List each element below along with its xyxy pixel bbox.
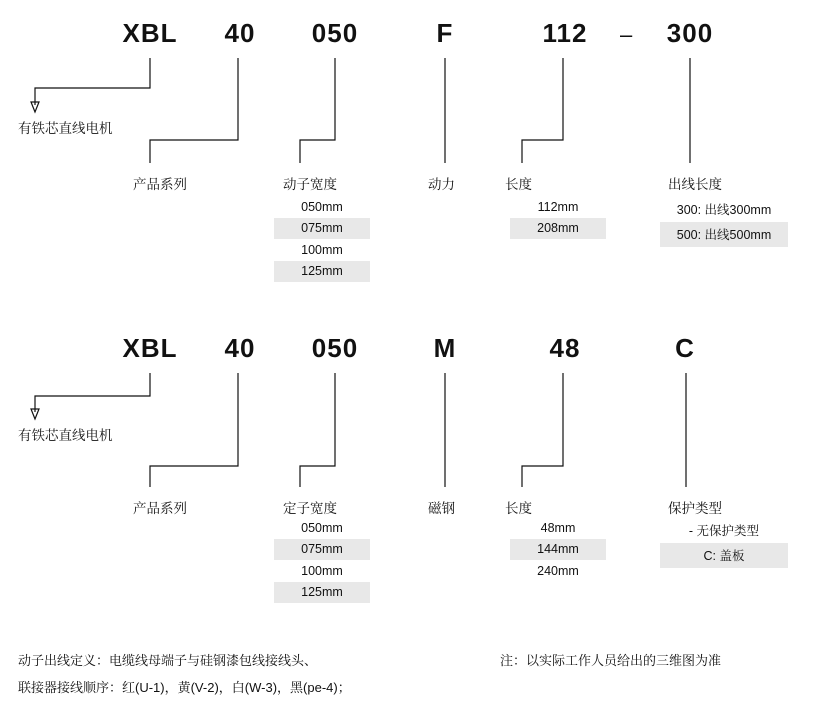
code-token-xbl-2: XBL <box>122 333 178 363</box>
label-magnet: 磁钢 <box>428 501 455 516</box>
option-item[interactable]: 050mm <box>301 520 343 535</box>
option-item[interactable]: 100mm <box>301 242 343 257</box>
code-token-050-1: 050 <box>311 18 359 48</box>
label-cable-length: 出线长度 <box>668 177 722 192</box>
option-item[interactable]: 125mm <box>274 261 370 283</box>
option-item[interactable]: 208mm <box>510 218 606 240</box>
option-item[interactable]: 125mm <box>274 582 370 604</box>
code-token-m: M <box>433 333 457 363</box>
footnote-rotor-wiring-definition: 动子出线定义：电缆线母端子与硅钢漆包线接线头、 <box>18 653 318 668</box>
option-item[interactable]: 144mm <box>510 539 606 561</box>
option-item[interactable]: 112mm <box>537 199 579 214</box>
label-core-linear-motor-2: 有铁芯直线电机 <box>18 428 113 443</box>
label-core-linear-motor-1: 有铁芯直线电机 <box>18 121 113 136</box>
footnote-note-3d-drawing: 注：以实际工作人员给出的三维图为准 <box>500 653 722 668</box>
code-token-c: C <box>675 333 695 363</box>
code-token-40-2: 40 <box>224 333 256 363</box>
option-item[interactable]: 500: 出线500mm <box>660 222 788 248</box>
option-item[interactable]: 075mm <box>274 539 370 561</box>
option-item[interactable]: 100mm <box>301 563 343 578</box>
protection-type-options <box>660 517 788 568</box>
option-item[interactable]: - 无保护类型 <box>688 523 760 538</box>
code-token-050-2: 050 <box>311 333 359 363</box>
label-length-1: 长度 <box>505 177 532 192</box>
option-item[interactable]: 075mm <box>274 218 370 240</box>
option-item[interactable]: 050mm <box>301 199 343 214</box>
code-token-f: F <box>436 18 454 48</box>
label-product-series-2: 产品系列 <box>133 501 187 516</box>
cable-length-options <box>660 196 788 247</box>
code-token-40-1: 40 <box>224 18 256 48</box>
label-product-series-1: 产品系列 <box>133 177 187 192</box>
code-token-dash: – <box>620 22 633 47</box>
rotor-width-options <box>274 196 370 282</box>
label-length-2: 长度 <box>505 501 532 516</box>
option-item[interactable]: 300: 出线300mm <box>676 202 772 217</box>
label-stator-width: 定子宽度 <box>283 501 337 516</box>
code-token-112: 112 <box>542 18 588 48</box>
magnet-length-options <box>510 517 606 582</box>
stator-width-options <box>274 517 370 603</box>
length-options <box>510 196 606 239</box>
label-power: 动力 <box>428 177 455 192</box>
label-rotor-width: 动子宽度 <box>283 177 337 192</box>
code-token-300: 300 <box>666 18 714 48</box>
option-item[interactable]: 240mm <box>537 563 579 578</box>
label-protection-type: 保护类型 <box>668 501 722 516</box>
option-item[interactable]: 48mm <box>540 520 576 535</box>
code-token-48: 48 <box>549 333 581 363</box>
footnote-connector-order: 联接器接线顺序：红(U-1)，黄(V-2)，白(W-3)，黑(pe-4)； <box>18 680 351 695</box>
option-item[interactable]: C: 盖板 <box>660 543 788 569</box>
code-token-xbl-1: XBL <box>122 18 178 48</box>
